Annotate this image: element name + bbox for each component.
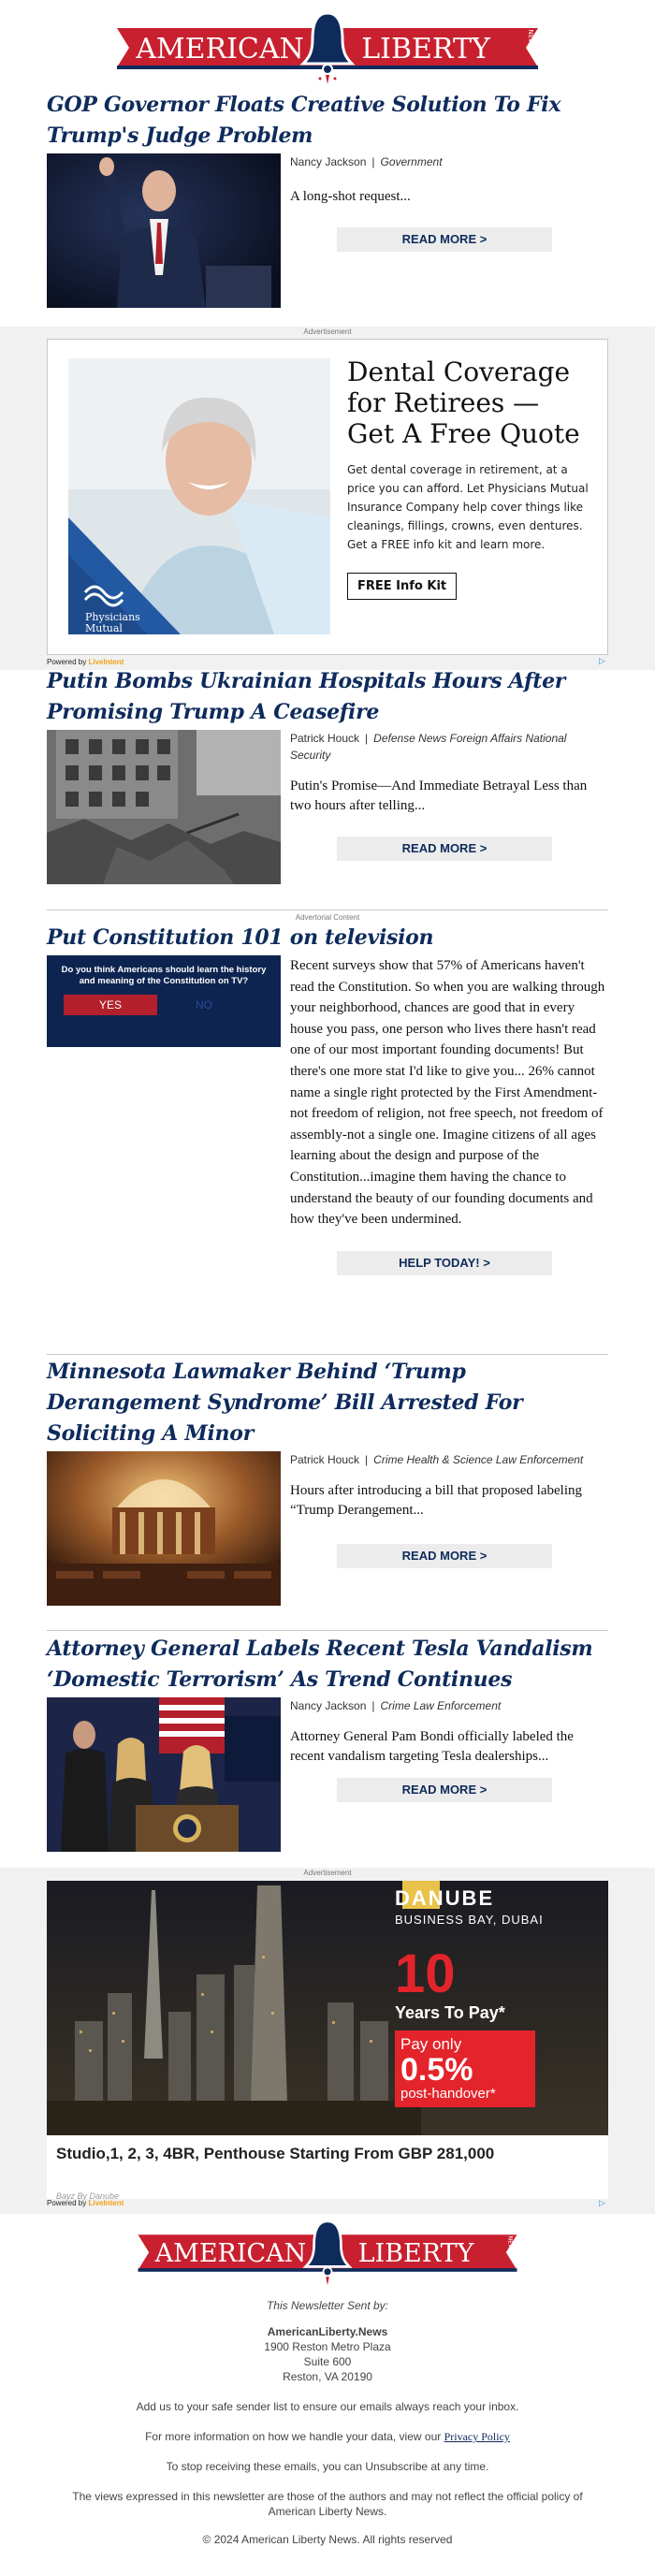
powered-by[interactable]: [47, 658, 124, 666]
category[interactable]: Crime Law Enforcement: [380, 1699, 502, 1712]
read-more-button[interactable]: READ MORE >: [337, 837, 552, 861]
years-text: Years To Pay*: [395, 2003, 505, 2022]
poll-yes-button[interactable]: YES: [64, 995, 157, 1015]
logo-text-left: AMERICAN: [154, 2239, 307, 2268]
pay-only: Pay only: [400, 2035, 462, 2053]
powered-by[interactable]: [47, 2199, 124, 2207]
excerpt: Hours after introducing a bill that proposed labeling “Trump Derangement...: [290, 1483, 583, 1518]
dental-ad-image[interactable]: [68, 358, 330, 634]
dental-ad[interactable]: [47, 339, 608, 655]
address-line-3: Reston, VA 20190: [283, 2370, 372, 2383]
header-logo[interactable]: [0, 11, 655, 86]
poll-image[interactable]: [47, 955, 281, 1047]
poll-question: Do you think Americans should learn the history and meaning of the Constitution on TV?: [61, 965, 267, 986]
adchoices-icon[interactable]: ▷: [599, 2198, 605, 2207]
powered-by-text: Powered by: [47, 2199, 87, 2207]
section-divider: [47, 1630, 608, 1631]
danube-ad[interactable]: [47, 1881, 608, 2199]
copyright: © 2024 American Liberty News. All rights reserved: [202, 2533, 453, 2546]
logo-tag: NEWS: [527, 29, 534, 50]
danube-ad-image[interactable]: [47, 1881, 608, 2135]
capitol-chamber-photo: [47, 1451, 281, 1606]
privacy-policy-link[interactable]: Privacy Policy: [444, 2430, 510, 2443]
liveintent-brand: LiveIntent: [88, 658, 124, 666]
logo-line-1: Physicians: [85, 611, 140, 623]
logo-line-2: Mutual: [85, 622, 123, 634]
category[interactable]: Crime Health & Science Law Enforcement: [373, 1453, 584, 1466]
author[interactable]: Nancy Jackson: [290, 155, 367, 168]
article-thumbnail[interactable]: [47, 1451, 281, 1606]
read-more-button[interactable]: READ MORE >: [337, 227, 552, 252]
category[interactable]: Defense News Foreign Affairs National Security: [290, 732, 567, 762]
footer-logo[interactable]: [0, 2219, 655, 2287]
advertorial-body: Recent surveys show that 57% of Americans haven't read the Constitution. So when you are walking through your neighborhood, chances are good that in every house you pass, one person who lives there hasn't read one of our most important founding documents! But there's one more stat I'd like to give you... 26% cannot name a single right protected by the First Amendment-not freedom of religion, not free speech, not freedom of assembly-not a single one. Imagine citizens of all ages learning about the design and purpose of the Constitution...imagine them having the chance to understand the beauty of our founding documents and how they've been undermined.: [290, 958, 605, 1228]
powered-by-text: Powered by: [47, 658, 87, 666]
danube-sponsor[interactable]: Bayz By Danube: [56, 2191, 120, 2201]
liberty-bell-icon: [306, 2221, 350, 2285]
liveintent-brand: LiveIntent: [88, 2199, 124, 2207]
logo-text-right: LIBERTY: [361, 33, 490, 65]
org-name: AmericanLiberty.News: [267, 2325, 388, 2338]
help-today-button[interactable]: HELP TODAY! >: [337, 1251, 552, 1275]
unsubscribe-note[interactable]: To stop receiving these emails, you can Unsubscribe at any time.: [166, 2460, 489, 2473]
excerpt: Putin's Promise—And Immediate Betrayal Less than two hours after telling...: [290, 779, 588, 813]
article-title[interactable]: Putin Bombs Ukrainian Hospitals Hours After Promising Trump A Ceasefire: [47, 669, 566, 724]
article-3: Minnesota Lawmaker Behind ‘Trump Derangement Syndrome’ Bill Arrested For Soliciting A Minor Patrick Houck | Crime Health & Science Law Enforcement Hours after introducing a bill that proposed labeling “Trump Derangement... READ MORE >: [47, 1357, 608, 1606]
logo-banner: [112, 11, 543, 86]
logo-banner: [131, 2219, 524, 2287]
logo-text-left: AMERICAN: [136, 33, 304, 65]
article-4: Attorney General Labels Recent Tesla Vandalism ‘Domestic Terrorism’ As Trend Continues Nancy Jackson | Crime Law Enforcement Attorney General Pam Bondi officially labeled the recent vandalism targeting Tesla dealerships... READ MORE >: [47, 1634, 608, 1852]
smiling-woman-photo: [68, 358, 330, 634]
dental-ad-headline[interactable]: Dental Coverage for Retirees — Get A Free Quote: [347, 357, 580, 449]
section-divider: [47, 1354, 608, 1355]
category[interactable]: Government: [380, 155, 443, 168]
advertorial-constitution: [47, 923, 608, 1275]
poll-no-button[interactable]: NO: [196, 998, 212, 1011]
ad-label: Advertisement: [303, 1869, 352, 1877]
excerpt: A long-shot request...: [290, 189, 411, 204]
footer: [0, 2298, 655, 2547]
danube-caption[interactable]: Studio,1, 2, 3, 4BR, Penthouse Starting From GBP 281,000: [56, 2145, 495, 2162]
article-thumbnail[interactable]: [47, 730, 281, 884]
pay-percent: 0.5%: [400, 2052, 473, 2088]
address-line-1: 1900 Reston Metro Plaza: [264, 2340, 391, 2353]
bombed-building-photo: [47, 730, 281, 884]
article-thumbnail[interactable]: [47, 153, 281, 308]
danube-location: BUSINESS BAY, DUBAI: [395, 1913, 544, 1927]
sent-by: This Newsletter Sent by:: [266, 2299, 389, 2312]
advertorial-label: Advertorial Content: [295, 913, 360, 922]
author[interactable]: Nancy Jackson: [290, 1699, 367, 1712]
article-title[interactable]: Attorney General Labels Recent Tesla Vandalism ‘Domestic Terrorism’ As Trend Continues: [47, 1637, 593, 1692]
dental-ad-body: Get dental coverage in retirement, at a price you can afford. Let Physicians Mutual Insurance Company help cover things like cleanings, fillings, crowns, even dentures. Get a FREE info kit and learn more.: [347, 463, 589, 551]
read-more-button[interactable]: READ MORE >: [337, 1544, 552, 1568]
excerpt: Attorney General Pam Bondi officially labeled the recent vandalism targeting Tesla dealerships...: [290, 1729, 574, 1764]
author[interactable]: Patrick Houck: [290, 732, 360, 745]
article-thumbnail[interactable]: [47, 1697, 281, 1852]
safe-sender-note: Add us to your safe sender list to ensure our emails always reach your inbox.: [136, 2400, 519, 2413]
logo-text-right: LIBERTY: [357, 2239, 474, 2268]
read-more-button[interactable]: READ MORE >: [337, 1778, 552, 1802]
article-1: GOP Governor Floats Creative Solution To Fix Trump's Judge Problem Nancy Jackson | Government A long-shot request... READ MORE >: [47, 90, 608, 308]
press-conference-photo: [47, 1697, 281, 1852]
article-title[interactable]: Minnesota Lawmaker Behind ‘Trump Derangement Syndrome’ Bill Arrested For Soliciting A Minor: [47, 1360, 523, 1446]
adchoices-icon[interactable]: ▷: [599, 656, 605, 665]
article-2: Putin Bombs Ukrainian Hospitals Hours After Promising Trump A Ceasefire Patrick Houck | Defense News Foreign Affairs National Security Putin's Promise—And Immediate Betrayal Less than two hours after telling... READ MORE >: [47, 666, 608, 884]
ad-label: Advertisement: [303, 327, 352, 336]
danube-brand: DANUBE: [395, 1886, 495, 1910]
address-line-2: Suite 600: [303, 2355, 352, 2368]
logo-tag: NEWS: [506, 2235, 514, 2254]
privacy-text: For more information on how we handle your data, view our: [145, 2430, 442, 2443]
speaker-photo: [47, 153, 281, 308]
article-title[interactable]: GOP Governor Floats Creative Solution To Fix Trump's Judge Problem: [47, 93, 561, 148]
author[interactable]: Patrick Houck: [290, 1453, 360, 1466]
years-number: 10: [395, 1943, 456, 2004]
free-info-kit-button[interactable]: FREE Info Kit: [347, 573, 457, 600]
disclaimer: The views expressed in this newsletter are those of the authors and may not reflect the official policy of American Liberty News.: [72, 2490, 583, 2518]
pay-tail: post-handover*: [400, 2086, 496, 2102]
liberty-bell-icon: [303, 13, 352, 84]
advertorial-title[interactable]: Put Constitution 101 on television: [47, 925, 434, 950]
